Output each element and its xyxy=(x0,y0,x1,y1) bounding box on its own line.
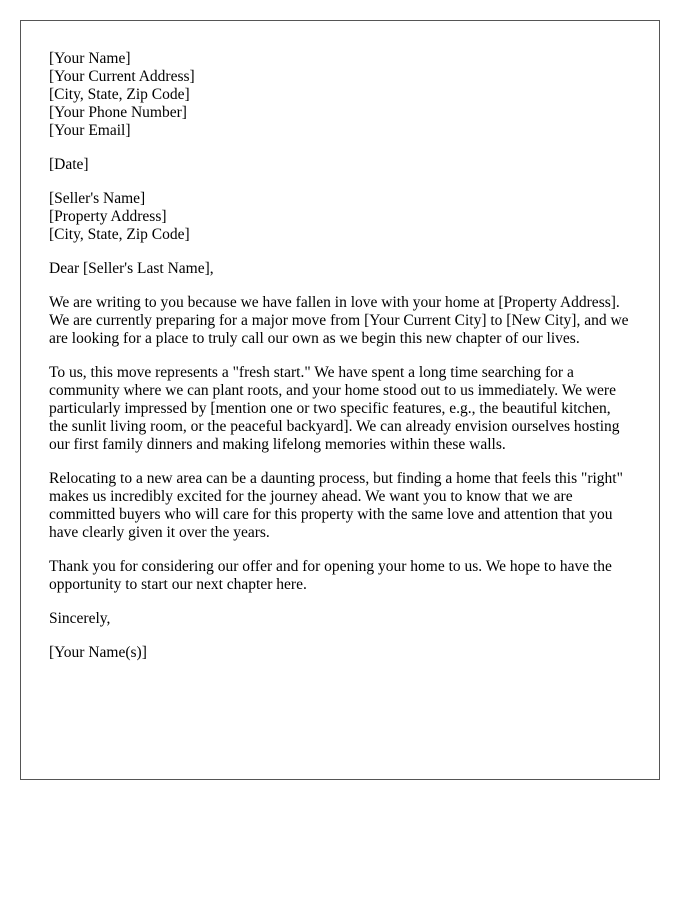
letter-date: [Date] xyxy=(49,156,89,173)
sender-city-state-zip: [City, State, Zip Code] xyxy=(49,86,190,103)
recipient-city-state-zip: [City, State, Zip Code] xyxy=(49,226,190,243)
recipient-block xyxy=(49,190,631,244)
sender-email: [Your Email] xyxy=(49,122,131,139)
date-block xyxy=(49,156,631,174)
recipient-address: [Property Address] xyxy=(49,208,167,225)
letter-page xyxy=(20,20,660,780)
body-paragraph: We are writing to you because we have fallen in love with your home at [Property Address]. We are currently preparing for a major move from [Your Current City] to [New City], and we are looking for a place to truly call our own as we begin this new chapter of our lives. xyxy=(49,294,629,347)
sender-address: [Your Current Address] xyxy=(49,68,195,85)
closing: Sincerely, xyxy=(49,610,111,627)
signature: [Your Name(s)] xyxy=(49,644,147,661)
sender-name: [Your Name] xyxy=(49,50,131,67)
sender-phone: [Your Phone Number] xyxy=(49,104,187,121)
recipient-name: [Seller's Name] xyxy=(49,190,146,207)
body-paragraph: Relocating to a new area can be a daunting process, but finding a home that feels this "right" makes us incredibly excited for the journey ahead. We want you to know that we are committed buyers who will care for this property with the same love and attention that you have clearly given it over the years. xyxy=(49,470,623,541)
salutation: Dear [Seller's Last Name], xyxy=(49,260,214,277)
body-paragraph: Thank you for considering our offer and for opening your home to us. We hope to have the opportunity to start our next chapter here. xyxy=(49,558,612,593)
body-paragraph: To us, this move represents a "fresh start." We have spent a long time searching for a community where we can plant roots, and your home stood out to us immediately. We were particularly impressed by [mention one or two specific features, e.g., the beautiful kitchen, the sunlit living room, or the peaceful backyard]. We can already envision ourselves hosting our first family dinners and making lifelong memories within these walls. xyxy=(49,364,620,453)
sender-block xyxy=(49,50,631,140)
